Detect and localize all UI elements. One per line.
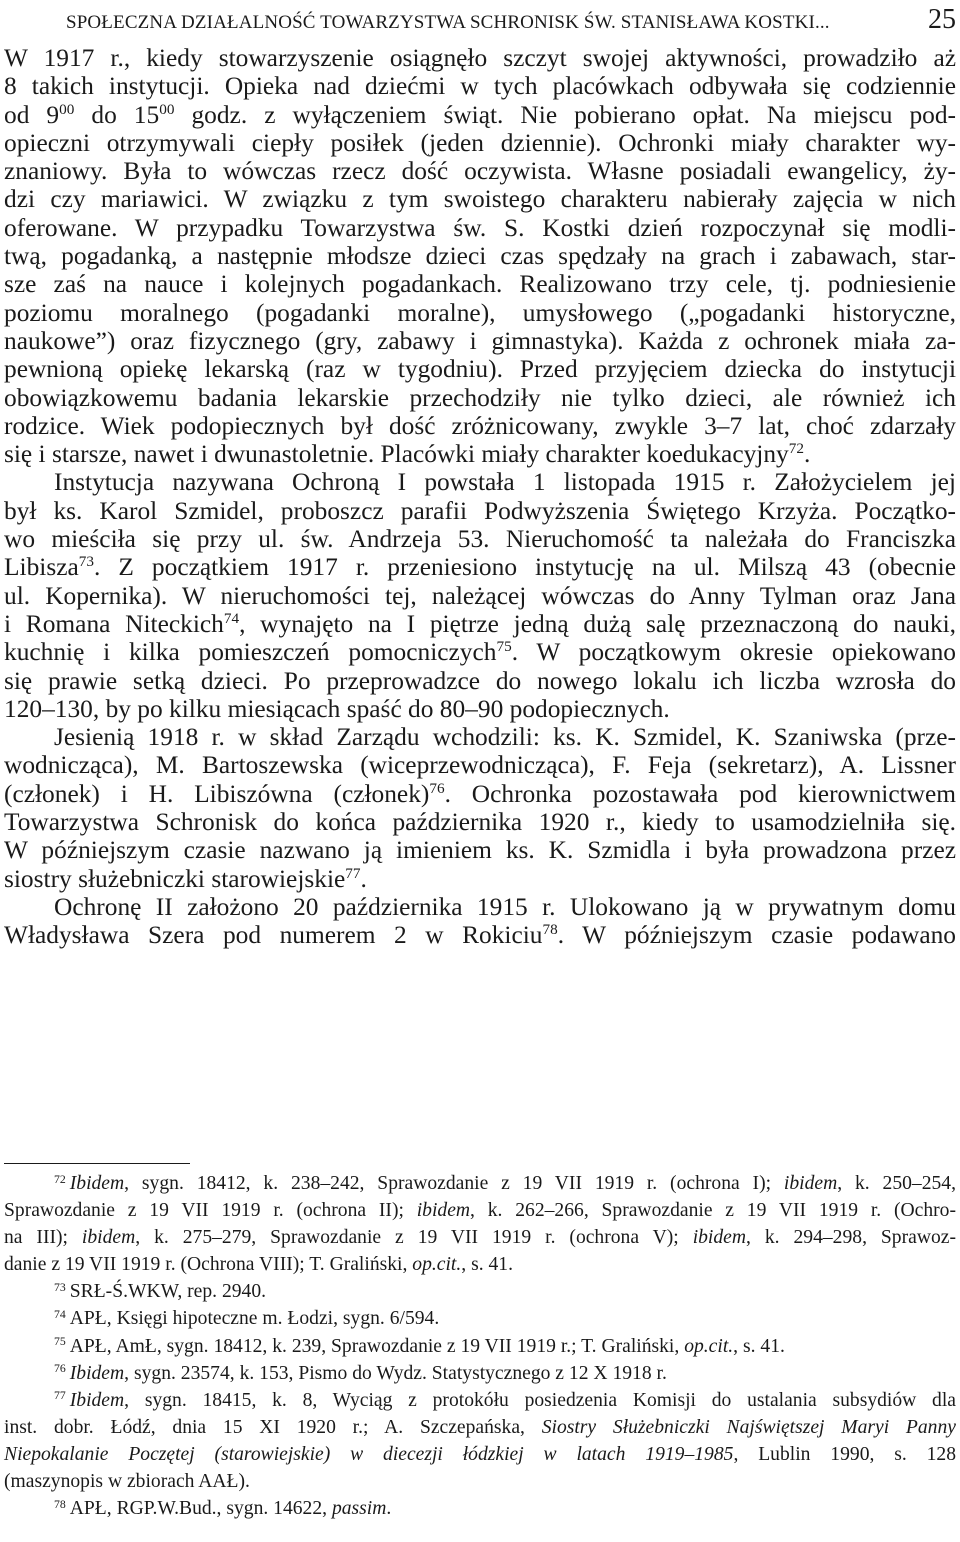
page-number: 25: [928, 4, 956, 35]
footnote-78: $^{78}$ APŁ, RGP.W.Bud., sygn. 14622, passim.: [54, 1497, 392, 1520]
footnote-72: $^{72}$ Ibidem, sygn. 18412, k. 238–242, Sprawozdanie z 19 VII 1919 r. (ochrona I); ibidem, k. 250–254,: [54, 1172, 956, 1194]
text-line: (członek) i H. Libiszówna (członek)$^{76}$. Ochronka pozostawała pod kierownictwem: [4, 779, 956, 808]
footnote-ref: 78: [542, 921, 558, 939]
footnote-73: $^{73}$ SRŁ-Ś.WKW, rep. 2940.: [54, 1280, 267, 1303]
text-line: sze zaś na nauce i kolejnych pogadankach. Realizowano trzy cele, tj. podniesienie: [4, 270, 956, 299]
footnote-ref: 75: [496, 638, 512, 656]
text-line: W 1917 r., kiedy stowarzyszenie osiągnęło szczyt swojej aktywności, prowadziło aż: [4, 44, 956, 72]
text-line: znaniowy. Była to wówczas rzecz dość oczywista. Własne posiadali ewangelicy, ży-: [4, 157, 956, 186]
text-line: się prawie setką dzieci. Po przeprowadzce do nowego lokalu ich liczba wzrosła do: [4, 666, 956, 695]
text-line: i Romana Niteckich$^{74}$, wynajęto na I piętrze jedną dużą salę przeznaczoną do nauki,: [4, 609, 956, 638]
footnote-line: na III); ibidem, k. 275–279, Sprawozdanie z 19 VII 1919 r. (ochrona V); ibidem, k. 294–298, Sprawoz-: [4, 1227, 956, 1249]
text-line: Władysława Szera pod numerem 2 w Rokiciu$^{78}$. W późniejszym czasie podawano: [4, 921, 956, 950]
text-line: się i starsze, nawet i dwunastoletnie. Placówki miały charakter koedukacyjny$^{72}$.: [4, 440, 811, 469]
footnote-ref: 76: [429, 779, 445, 797]
text-line: Ochronę II założono 20 października 1915 r. Ulokowano ją w prywatnym domu: [54, 892, 956, 921]
text-line: rodzice. Wiek podopiecznych był dość zróżnicowany, zwykle 3–7 lat, choć zdarzały: [4, 411, 956, 440]
text-line: W późniejszym czasie nazwano ją imieniem ks. K. Szmidla i była prowadzona przez: [4, 836, 956, 865]
text-line: opieczni otrzymywali ciepły posiłek (jeden dziennie). Ochronki miały charakter wy-: [4, 128, 956, 157]
footnote-76: $^{76}$ Ibidem, sygn. 23574, k. 153, Pismo do Wydz. Statystycznego z 12 X 1918 r.: [54, 1362, 667, 1384]
text-line: obowiązkowemu badania lekarskie przechodziły nie tylko dzieci, ale również ich: [4, 383, 956, 412]
footnote-75: $^{75}$ APŁ, AmŁ, sygn. 18412, k. 239, Sprawozdanie z 19 VII 1919 r.; T. Graliński, op.cit., s. 41.: [54, 1335, 785, 1357]
text-line: był ks. Karol Szmidel, proboszcz parafii Podwyższenia Świętego Krzyża. Początko-: [4, 496, 956, 525]
text-line: 120–130, by po kilku miesiącach spaść do 80–90 podopiecznych.: [4, 694, 670, 723]
footnote-74: $^{74}$ APŁ, Księgi hipoteczne m. Łodzi, sygn. 6/594.: [54, 1308, 440, 1330]
text-line: ul. Kopernika). W nieruchomości tej, należącej wówczas do Anny Tylman oraz Jana: [4, 581, 956, 610]
footnote-line: danie z 19 VII 1919 r. (Ochrona VIII); T. Graliński, op.cit., s. 41.: [4, 1254, 513, 1276]
text-line: Libisza$^{73}$. Z początkiem 1917 r. przeniesiono instytucję na ul. Milszą 43 (obecnie: [4, 553, 956, 582]
main-text: [4, 44, 956, 950]
footnote-ref: 74: [223, 609, 240, 627]
footnotes: [4, 1170, 956, 1522]
text-line: wo mieściła się przy ul. św. Andrzeja 53. Nieruchomość ta należała do Franciszka: [4, 525, 956, 554]
footnote-line: Sprawozdanie z 19 VII 1919 r. (ochrona II); ibidem, k. 262–266, Sprawozdanie z 19 VII 1919 r. (Ochro-: [4, 1200, 956, 1222]
text-line: siostry służebniczki starowiejskie$^{77}$.: [4, 864, 367, 893]
footnote-line: inst. dobr. Łódź, dnia 15 XI 1920 r.; A. Szczepańska, Siostry Służebniczki Najświętszej Maryi Panny: [4, 1416, 956, 1438]
text-line: 8 takich instytucji. Opieka nad dziećmi w tych placówkach odbywała się codziennie: [4, 72, 956, 101]
text-line: dzi czy mariawici. W związku z tym swoistego charakteru nabierały zajęcia w nich: [4, 185, 956, 214]
text-line: Jesienią 1918 r. w skład Zarządu wchodzili: ks. K. Szmidel, K. Szaniwska (prze-: [54, 723, 956, 752]
superscript: 00: [59, 100, 75, 118]
text-line: naukowe”) oraz fizycznego (gry, zabawy i gimnastyka). Każda z ochronek miała za-: [4, 326, 956, 355]
text-line: poziomu moralnego (pogadanki moralne), umysłowego („pogadanki historyczne,: [4, 298, 956, 327]
text-line: oferowane. W przypadku Towarzystwa św. S. Kostki dzień rozpoczynał się modli-: [4, 213, 956, 242]
text-line: od $9^{00}$ do $15^{00}$ godz. z wyłączeniem świąt. Nie pobierano opłat. Na miejscu pod-: [4, 100, 957, 129]
footnote-separator: [4, 1163, 190, 1164]
page-header: [0, 4, 960, 40]
text-line: Towarzystwa Schronisk do końca października 1920 r., kiedy to usamodzielniła się.: [4, 808, 956, 837]
running-title: SPOŁECZNA DZIAŁALNOŚĆ TOWARZYSTWA SCHRONISK ŚW. STANISŁAWA KOSTKI...: [66, 12, 830, 33]
footnote-ref: 73: [78, 553, 94, 571]
text-line: Instytucja nazywana Ochroną I powstała 1 listopada 1915 r. Założycielem jej: [54, 468, 956, 497]
footnote-line: Niepokalanie Poczętej (starowiejskie) w diecezji łódzkiej w latach 1919–1985, Lublin 1990, s. 128: [4, 1443, 956, 1465]
footnote-77: $^{77}$ Ibidem, sygn. 18415, k. 8, Wyciąg z protokółu posiedzenia Komisji do ustalania subsydiów dla: [54, 1389, 956, 1411]
text-line: kuchnię i kilka pomieszczeń pomocniczych$^{75}$. W początkowym okresie opiekowano: [4, 638, 957, 667]
text-line: pewnioną opiekę lekarską (raz w tygodniu). Przed przyjęciem dziecka do instytucji: [4, 355, 956, 384]
text-line: twą, pogadanką, a następnie młodsze dzieci czas spędzały na grach i zabawach, star-: [4, 242, 956, 271]
text-line: wodnicząca), M. Bartoszewska (wiceprzewodnicząca), F. Feja (sekretarz), A. Lissner: [4, 751, 956, 780]
footnote-line: (maszynopis w zbiorach AAŁ).: [4, 1471, 250, 1493]
superscript: 00: [159, 100, 175, 118]
footnote-ref: 77: [345, 864, 361, 882]
footnote-ref: 72: [788, 440, 804, 458]
